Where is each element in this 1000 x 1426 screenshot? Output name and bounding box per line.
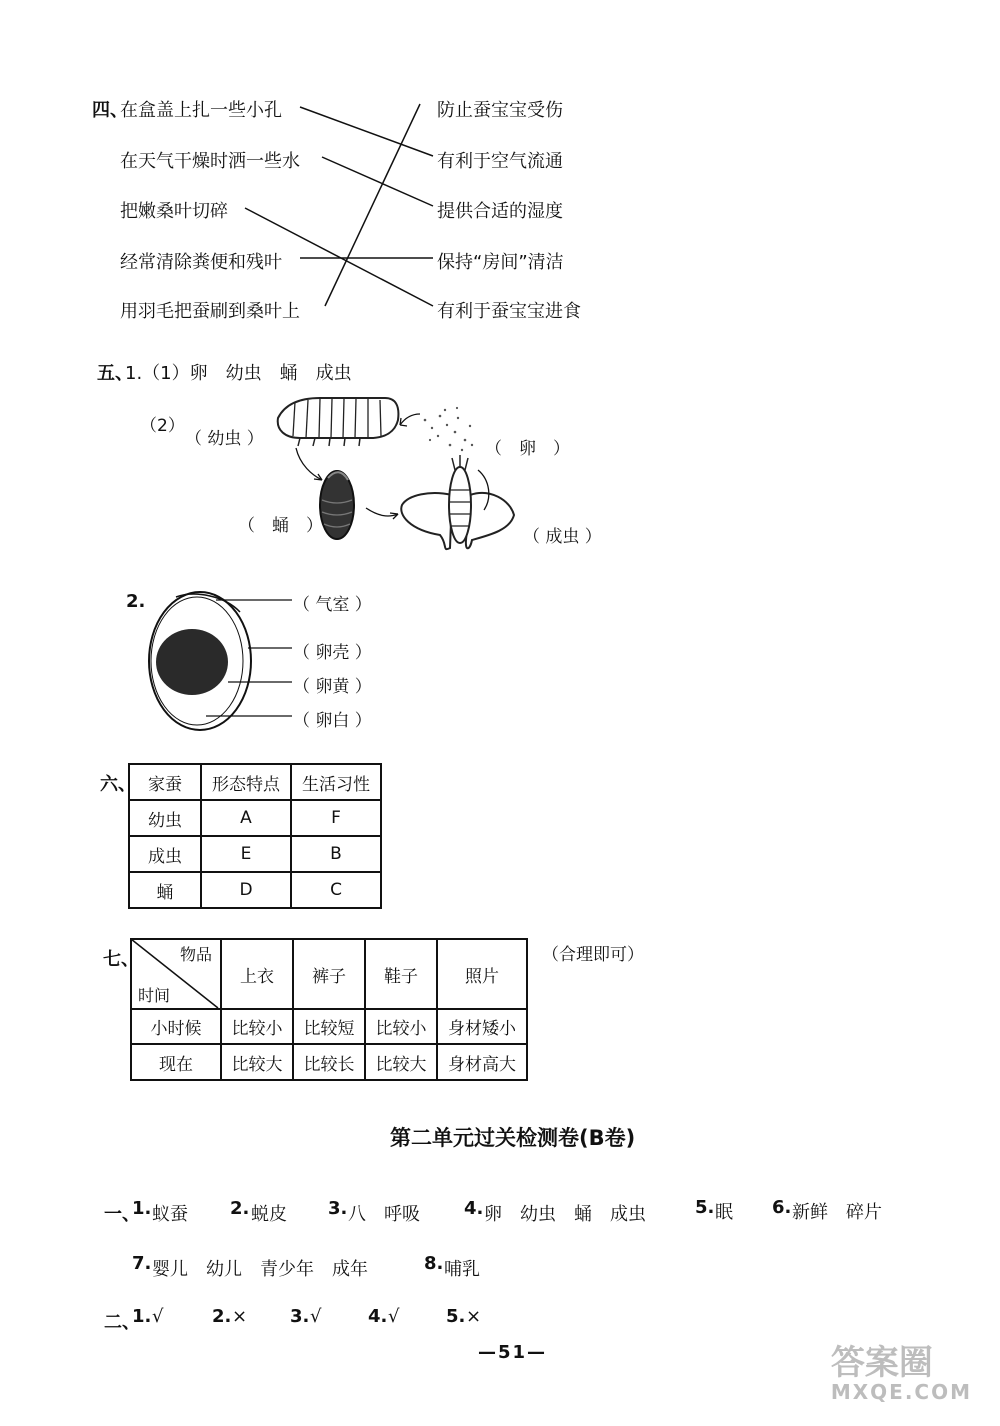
stage-label-adult: （ 成虫 ） xyxy=(523,527,602,547)
table-cell: A xyxy=(201,800,291,836)
ans1-num: 8. xyxy=(424,1253,444,1274)
ans1-text: 哺乳 xyxy=(444,1259,480,1280)
table-row xyxy=(129,836,381,872)
watermark-url: MXQE.COM xyxy=(830,1380,972,1404)
q4-right-item: 有利于蚕宝宝进食 xyxy=(437,301,581,322)
table-header: 照片 xyxy=(437,939,527,1009)
egg-part-air-cell: （ 气室 ） xyxy=(293,595,372,615)
table-row xyxy=(129,800,381,836)
pupa-drawing xyxy=(320,471,354,539)
ans1-text: 蜕皮 xyxy=(251,1204,287,1225)
match-line xyxy=(322,157,433,206)
corner-label-items: 物品 xyxy=(179,945,212,964)
moth-drawing xyxy=(401,455,514,549)
q6-table xyxy=(128,763,382,909)
table-cell: 比较短 xyxy=(293,1009,365,1044)
watermark-text: 答案圈 xyxy=(830,1343,933,1383)
ans1-num: 3. xyxy=(328,1198,348,1219)
table-row xyxy=(129,872,381,908)
section-title: 第二单元过关检测卷(B卷) xyxy=(390,1126,636,1150)
table-cell: 成虫 xyxy=(129,836,201,872)
watermark-logo xyxy=(830,1343,972,1404)
ans1-text: 蚁蚕 xyxy=(152,1204,188,1225)
table-cell: B xyxy=(291,836,381,872)
table-cell: D xyxy=(201,872,291,908)
ans2-num: 5. xyxy=(446,1306,466,1327)
table-cell: F xyxy=(291,800,381,836)
q4-label: 四、 xyxy=(92,100,128,121)
ans2-num: 1. xyxy=(132,1306,152,1327)
q4-right-item: 保持“房间”清洁 xyxy=(437,252,564,273)
table-cell: 比较长 xyxy=(293,1044,365,1080)
stage-label-larva: （ 幼虫 ） xyxy=(185,429,264,449)
ans1-text: 眠 xyxy=(715,1202,733,1223)
q4-right-item: 有利于空气流通 xyxy=(437,151,563,172)
ans2-num: 2. xyxy=(212,1306,232,1327)
ans1-text: 新鲜 碎片 xyxy=(792,1202,882,1223)
q7-label: 七、 xyxy=(103,949,139,970)
ans1-text: 婴儿 幼儿 青少年 成年 xyxy=(152,1259,368,1280)
q4-left-item: 在盒盖上扎一些小孔 xyxy=(120,100,282,121)
table-header-row xyxy=(129,764,381,800)
ans2-mark: × xyxy=(466,1306,482,1327)
q5-sub-2b: 2. xyxy=(126,591,146,612)
table-cell: 小时候 xyxy=(131,1009,221,1044)
q7-table xyxy=(130,938,528,1081)
q4-left-item: 用羽毛把蚕刷到桑叶上 xyxy=(120,301,300,322)
ans2-mark: √ xyxy=(388,1306,400,1327)
ans2-label: 二、 xyxy=(104,1312,140,1333)
table-row xyxy=(131,1044,527,1080)
table-cell: 比较大 xyxy=(365,1044,437,1080)
corner-label-time: 时间 xyxy=(138,986,171,1005)
larva-drawing xyxy=(278,398,399,446)
table-cell: 身材矮小 xyxy=(437,1009,527,1044)
q4-left-item: 经常清除粪便和残叶 xyxy=(120,252,282,273)
table-header: 裤子 xyxy=(293,939,365,1009)
q5-sub-2: （2） xyxy=(140,416,185,436)
ans1-text: 八 呼吸 xyxy=(348,1204,420,1225)
ans2-mark: × xyxy=(232,1306,248,1327)
table-header: 上衣 xyxy=(221,939,293,1009)
egg-part-yolk: （ 卵黄 ） xyxy=(293,677,372,697)
q4-match-lines xyxy=(245,104,433,306)
stage-label-egg: （ 卵 ） xyxy=(485,439,570,459)
q4-right-item: 提供合适的湿度 xyxy=(437,201,563,222)
ans1-num: 7. xyxy=(132,1253,152,1274)
ans2-mark: √ xyxy=(310,1306,322,1327)
table-cell: E xyxy=(201,836,291,872)
ans1-num: 1. xyxy=(132,1198,152,1219)
table-header: 家蚕 xyxy=(129,764,201,800)
q4-right-item: 防止蚕宝宝受伤 xyxy=(437,100,563,121)
ans1-num: 5. xyxy=(695,1197,715,1218)
ans1-num: 4. xyxy=(464,1198,484,1219)
ans1-text: 卵 幼虫 蛹 成虫 xyxy=(484,1204,646,1225)
q4-left-item: 把嫩桑叶切碎 xyxy=(120,201,228,222)
table-cell: 比较小 xyxy=(365,1009,437,1044)
ans2-num: 3. xyxy=(290,1306,310,1327)
ans1-label: 一、 xyxy=(104,1204,140,1225)
table-header: 生活习性 xyxy=(291,764,381,800)
table-cell: 比较小 xyxy=(221,1009,293,1044)
ans2-mark: √ xyxy=(152,1306,164,1327)
q7-note: （合理即可） xyxy=(542,945,644,965)
q5-label: 五、 xyxy=(97,363,133,384)
q6-label: 六、 xyxy=(100,774,136,795)
table-cell: C xyxy=(291,872,381,908)
q4-left-item: 在天气干燥时洒一些水 xyxy=(120,151,300,172)
page-number: —51— xyxy=(478,1342,548,1363)
q5-answer-1: 1.（1）卵 幼虫 蛹 成虫 xyxy=(125,363,352,384)
match-line xyxy=(300,107,433,156)
table-header: 鞋子 xyxy=(365,939,437,1009)
ans1-num: 2. xyxy=(230,1198,250,1219)
table-header-row xyxy=(131,939,527,1009)
table-cell: 幼虫 xyxy=(129,800,201,836)
table-header: 形态特点 xyxy=(201,764,291,800)
table-cell: 蛹 xyxy=(129,872,201,908)
table-cell: 比较大 xyxy=(221,1044,293,1080)
table-row xyxy=(131,1009,527,1044)
table-cell: 现在 xyxy=(131,1044,221,1080)
egg-part-shell: （ 卵壳 ） xyxy=(293,643,372,663)
ans1-num: 6. xyxy=(772,1197,792,1218)
egg-cluster-drawing xyxy=(424,407,473,451)
table-cell: 身材高大 xyxy=(437,1044,527,1080)
corner-cell xyxy=(131,939,221,1009)
egg-part-white: （ 卵白 ） xyxy=(293,711,372,731)
egg-diagram xyxy=(149,592,292,730)
match-line xyxy=(245,208,433,306)
stage-label-pupa: （ 蛹 ） xyxy=(238,516,323,536)
ans2-num: 4. xyxy=(368,1306,388,1327)
